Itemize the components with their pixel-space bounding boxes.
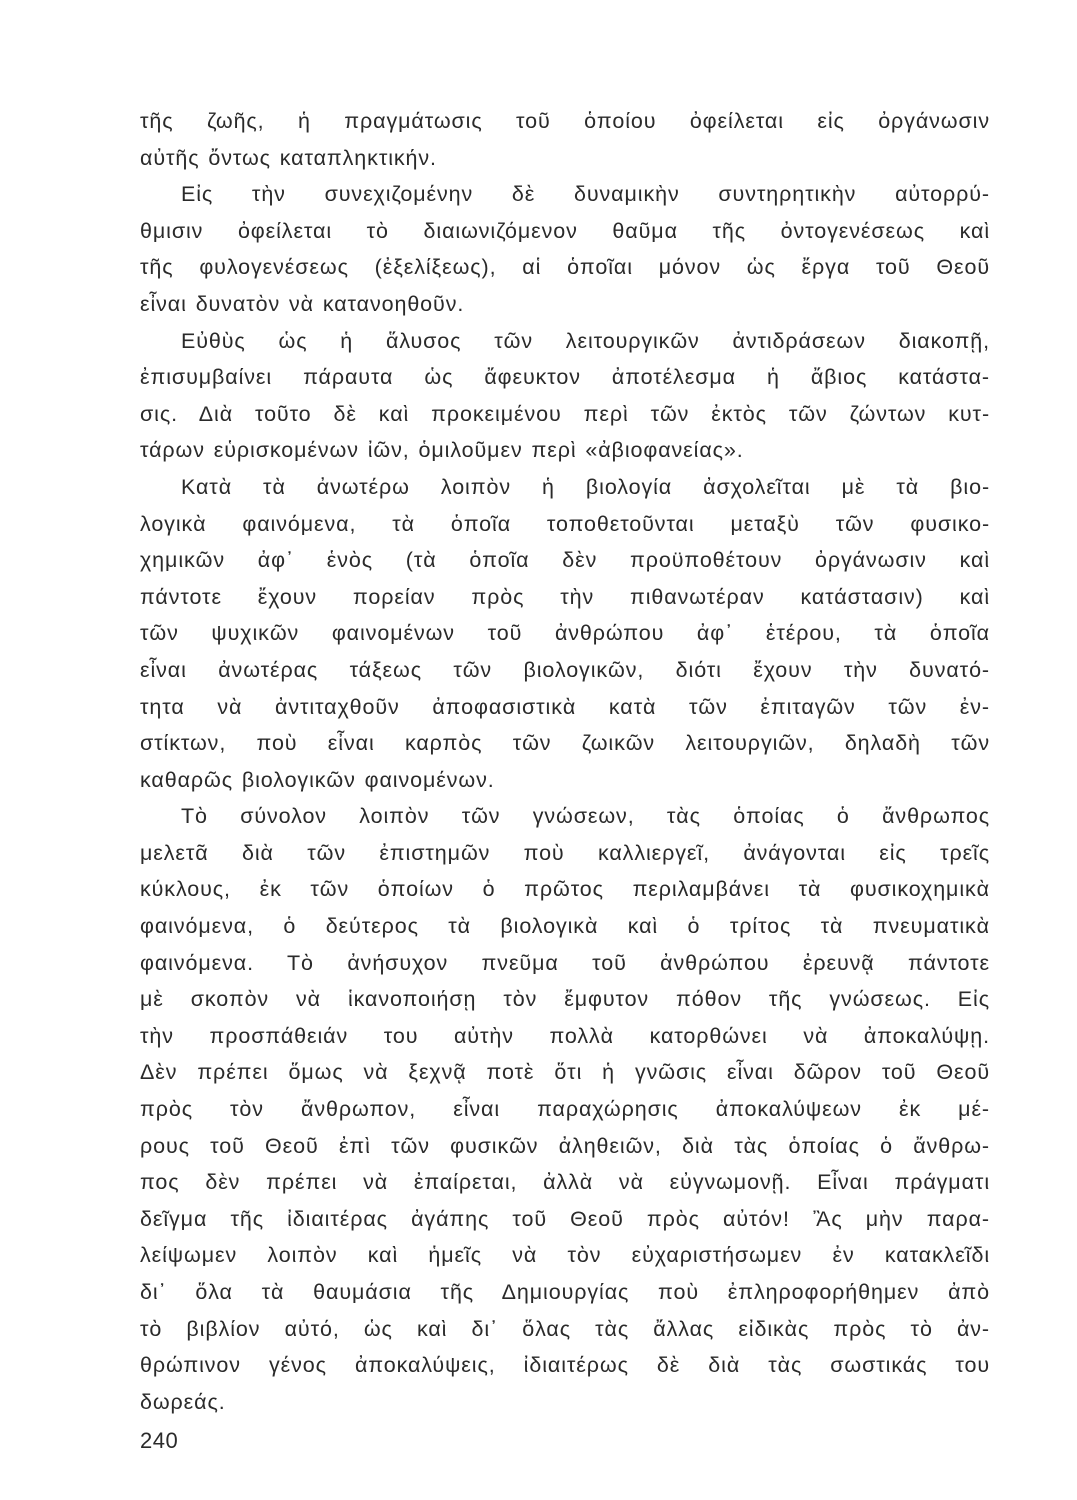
- text-line: κύκλους, ἐκ τῶν ὁποίων ὁ πρῶτος περιλαμβάνει τὰ φυσικοχημικὰ: [140, 877, 990, 902]
- text-line: τὴν προσπάθειάν του αὐτὴν πολλὰ κατορθώνει νὰ ἀποκαλύψῃ.: [140, 1023, 990, 1048]
- text-line: Δὲν πρέπει ὅμως νὰ ξεχνᾷ ποτὲ ὅτι ἡ γνῶσις εἶναι δῶρον τοῦ Θεοῦ: [140, 1060, 990, 1085]
- text-line: καθαρῶς βιολογικῶν φαινομένων.: [140, 767, 495, 792]
- text-line: λογικὰ φαινόμενα, τὰ ὁποῖα τοποθετοῦνται μεταξὺ τῶν φυσικο-: [140, 511, 990, 536]
- text-line: Κατὰ τὰ ἀνωτέρω λοιπὸν ἡ βιολογία ἀσχολεῖται μὲ τὰ βιο-: [181, 474, 990, 499]
- text-line: χημικῶν ἀφ᾽ ἑνὸς (τὰ ὁποῖα δὲν προϋποθέτουν ὀργάνωσιν καὶ: [140, 548, 990, 573]
- text-line: τὸ βιβλίον αὐτό, ὡς καὶ δι᾽ ὅλας τὰς ἄλλας εἰδικὰς πρὸς τὸ ἀν-: [140, 1316, 990, 1341]
- text-line: εἶναι δυνατὸν νὰ κατανοηθοῦν.: [140, 291, 465, 316]
- text-line: πάντοτε ἔχουν πορείαν πρὸς τὴν πιθανωτέραν κατάστασιν) καὶ: [140, 584, 990, 609]
- text-line: μὲ σκοπὸν νὰ ἱκανοποιήσῃ τὸν ἔμφυτον πόθον τῆς γνώσεως. Εἰς: [140, 987, 990, 1012]
- text-line: δι᾽ ὅλα τὰ θαυμάσια τῆς Δημιουργίας ποὺ ἐπληροφορήθημεν ἀπὸ: [140, 1280, 990, 1304]
- text-line: μελετᾶ διὰ τῶν ἐπιστημῶν ποὺ καλλιεργεῖ, ἀνάγονται εἰς τρεῖς: [140, 840, 990, 865]
- text-line: δεῖγμα τῆς ἰδιαιτέρας ἀγάπης τοῦ Θεοῦ πρὸς αὐτόν! Ἂς μὴν παρα-: [140, 1206, 990, 1231]
- text-line: φαινόμενα. Τὸ ἀνήσυχον πνεῦμα τοῦ ἀνθρώπου ἐρευνᾷ πάντοτε: [140, 950, 990, 975]
- text-line: δωρεάς.: [140, 1389, 226, 1414]
- text-line: τάρων εὑρισκομένων ἰῶν, ὁμιλοῦμεν περὶ «ἀβιοφανείας».: [140, 438, 744, 463]
- text-line: θμισιν ὀφείλεται τὸ διαιωνιζόμενον θαῦμα τῆς ὀντογενέσεως καὶ: [140, 218, 990, 243]
- text-line: πος δὲν πρέπει νὰ ἐπαίρεται, ἀλλὰ νὰ εὐγνωμονῇ. Εἶναι πράγματι: [140, 1170, 990, 1195]
- text-line: Τὸ σύνολον λοιπὸν τῶν γνώσεων, τὰς ὁποίας ὁ ἄνθρωπος: [181, 804, 990, 829]
- text-line: τῆς ζωῆς, ἡ πραγμάτωσις τοῦ ὁποίου ὀφείλεται εἰς ὀργάνωσιν: [140, 109, 990, 133]
- text-line: εἶναι ἀνωτέρας τάξεως τῶν βιολογικῶν, διότι ἔχουν τὴν δυνατό-: [140, 657, 990, 682]
- text-line: τητα νὰ ἀντιταχθοῦν ἀποφασιστικὰ κατὰ τῶν ἐπιταγῶν τῶν ἐν-: [140, 694, 990, 719]
- text-line: θρώπινον γένος ἀποκαλύψεις, ἰδιαιτέρως δὲ διὰ τὰς σωστικάς του: [140, 1353, 990, 1378]
- text-line: στίκτων, ποὺ εἶναι καρπὸς τῶν ζωικῶν λειτουργιῶν, δηλαδὴ τῶν: [140, 731, 990, 756]
- page-number: 240: [140, 1428, 179, 1453]
- text-line: ρους τοῦ Θεοῦ ἐπὶ τῶν φυσικῶν ἀληθειῶν, διὰ τὰς ὁποίας ὁ ἄνθρω-: [140, 1133, 990, 1158]
- text-line: Εἰς τὴν συνεχιζομένην δὲ δυναμικὴν συντηρητικὴν αὐτορρύ-: [181, 182, 990, 207]
- text-line: Εὐθὺς ὡς ἡ ἅλυσος τῶν λειτουργικῶν ἀντιδράσεων διακοπῇ,: [181, 328, 990, 353]
- text-line: τῆς φυλογενέσεως (ἐξελίξεως), αἱ ὁποῖαι μόνον ὡς ἔργα τοῦ Θεοῦ: [140, 255, 990, 280]
- text-line: τῶν ψυχικῶν φαινομένων τοῦ ἀνθρώπου ἀφ᾽ ἑτέρου, τὰ ὁποῖα: [140, 621, 990, 646]
- text-line: ἐπισυμβαίνει πάραυτα ὡς ἄφευκτον ἀποτέλεσμα ἡ ἄβιος κατάστα-: [140, 365, 990, 390]
- text-line: πρὸς τὸν ἄνθρωπον, εἶναι παραχώρησις ἀποκαλύψεων ἐκ μέ-: [140, 1097, 990, 1122]
- text-body: [140, 103, 990, 1420]
- text-line: λείψωμεν λοιπὸν καὶ ἡμεῖς νὰ τὸν εὐχαριστήσωμεν ἐν κατακλεῖδι: [140, 1243, 990, 1268]
- text-line: αὐτῆς ὄντως καταπληκτικήν.: [140, 145, 437, 170]
- text-line: φαινόμενα, ὁ δεύτερος τὰ βιολογικὰ καὶ ὁ τρίτος τὰ πνευματικὰ: [140, 914, 990, 939]
- text-line: σις. Διὰ τοῦτο δὲ καὶ προκειμένου περὶ τῶν ἐκτὸς τῶν ζώντων κυτ-: [140, 401, 990, 426]
